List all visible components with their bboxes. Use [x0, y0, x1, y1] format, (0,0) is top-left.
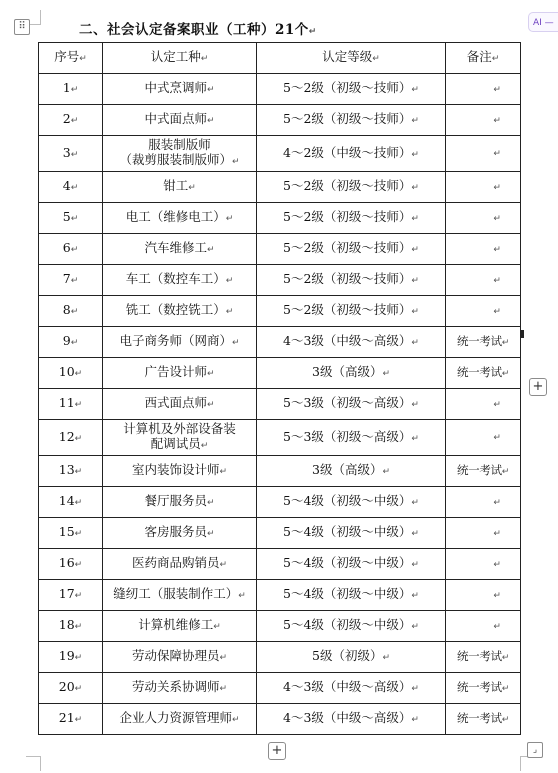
table-row	[39, 327, 521, 358]
level-text: 4～3级（中级～高级）	[283, 333, 412, 348]
cell-end-mark: ↵	[382, 653, 390, 663]
cell-end-mark: ↵	[74, 369, 83, 379]
table-row	[39, 456, 521, 487]
level-text: 5～4级（初级～中级）	[283, 555, 412, 570]
cell-level[interactable]	[257, 203, 446, 234]
cell-note[interactable]	[446, 456, 521, 487]
job-name: 劳动关系协调师	[131, 679, 220, 694]
cell-job[interactable]	[103, 327, 257, 358]
cell-end-mark: ↵	[225, 276, 234, 286]
row-number: 16	[58, 555, 75, 570]
row-number: 7	[62, 271, 71, 286]
job-name: 电工（维修电工）	[125, 209, 226, 224]
occupation-table	[38, 42, 521, 735]
cell-no[interactable]	[39, 172, 103, 203]
cell-note[interactable]	[446, 518, 521, 549]
cell-end-mark: ↵	[501, 368, 510, 379]
cell-end-mark: ↵	[411, 245, 419, 255]
level-text: 5～2级（初级～技师）	[283, 209, 412, 224]
cell-no[interactable]	[39, 487, 103, 518]
cell-job[interactable]	[103, 203, 257, 234]
crop-mark-bottom-right	[520, 756, 535, 771]
table-row	[39, 358, 521, 389]
level-text: 5～4级（初级～中级）	[283, 493, 412, 508]
cell-end-mark: ↵	[70, 338, 79, 348]
cell-note[interactable]	[446, 265, 521, 296]
cell-end-mark: ↵	[206, 529, 215, 539]
cell-job[interactable]	[103, 74, 257, 105]
cell-end-mark: ↵	[411, 560, 419, 570]
table-row	[39, 549, 521, 580]
table-header-row	[39, 43, 521, 74]
row-number: 13	[58, 462, 75, 477]
cell-job[interactable]	[103, 549, 257, 580]
cell-level[interactable]	[257, 172, 446, 203]
cell-end-mark: ↵	[219, 560, 228, 570]
resize-corner-icon[interactable]: ⌟	[527, 742, 543, 758]
cell-end-mark: ↵	[411, 85, 419, 95]
job-name: 电子商务师（网商）	[119, 333, 232, 348]
job-name: 铣工（数控铣工）	[125, 302, 226, 317]
cell-job[interactable]	[103, 105, 257, 136]
cell-end-mark: ↵	[501, 337, 510, 348]
cell-end-mark: ↵	[501, 652, 510, 663]
row-number: 15	[58, 524, 75, 539]
cell-level[interactable]	[257, 549, 446, 580]
job-name: 缝纫工（服装制作工）	[113, 586, 239, 601]
cell-no[interactable]	[39, 704, 103, 735]
row-number: 6	[62, 240, 71, 255]
cell-level[interactable]	[257, 456, 446, 487]
row-number: 8	[62, 302, 71, 317]
job-name: 中式面点师	[144, 111, 207, 126]
cell-note[interactable]	[446, 172, 521, 203]
cell-end-mark: ↵	[493, 115, 501, 126]
header-note: 备注↵	[446, 43, 521, 74]
row-number: 21	[58, 710, 75, 725]
row-number: 3	[62, 144, 71, 160]
cell-note[interactable]	[446, 389, 521, 420]
cell-no[interactable]	[39, 642, 103, 673]
level-text: 3级（高级）	[312, 364, 383, 379]
cell-note[interactable]	[446, 487, 521, 518]
table-row	[39, 74, 521, 105]
cell-end-mark: ↵	[238, 591, 246, 601]
cell-note[interactable]	[446, 74, 521, 105]
cell-end-mark: ↵	[70, 276, 79, 286]
cell-end-mark: ↵	[200, 441, 209, 451]
row-number: 14	[58, 493, 75, 508]
job-name: 车工（数控车工）	[125, 271, 226, 286]
note-text: 统一考试	[456, 710, 502, 725]
table-row	[39, 704, 521, 735]
cell-end-mark: ↵	[411, 400, 419, 410]
cell-end-mark: ↵	[74, 529, 83, 539]
cell-end-mark: ↵	[206, 116, 215, 126]
row-number: 5	[62, 209, 71, 224]
cell-no[interactable]	[39, 389, 103, 420]
cell-end-mark: ↵	[225, 307, 234, 317]
cell-job[interactable]	[103, 234, 257, 265]
add-row-button[interactable]	[268, 742, 286, 760]
level-text: 5～2级（初级～技师）	[283, 271, 412, 286]
cell-note[interactable]	[446, 704, 521, 735]
cell-end-mark: ↵	[493, 433, 501, 443]
cell-level[interactable]	[257, 487, 446, 518]
section-heading	[79, 18, 317, 38]
cell-end-mark: ↵	[74, 400, 83, 410]
section-heading-text: 二、社会认定备案职业（工种）21个	[79, 22, 309, 38]
cell-no[interactable]	[39, 296, 103, 327]
cell-end-mark: ↵	[70, 245, 79, 255]
cell-note[interactable]	[446, 642, 521, 673]
cell-end-mark: ↵	[206, 400, 215, 410]
cell-end-mark: ↵	[372, 54, 380, 64]
cell-level[interactable]	[257, 136, 446, 172]
cell-end-mark: ↵	[411, 116, 419, 126]
level-text: 5～2级（初级～技师）	[283, 240, 412, 255]
level-text: 5～2级（初级～技师）	[283, 80, 412, 95]
row-number: 1	[62, 80, 71, 95]
cell-end-mark: ↵	[231, 338, 240, 348]
cell-end-mark: ↵	[70, 85, 79, 95]
header-job: 认定工种↵	[103, 43, 257, 74]
cell-no[interactable]	[39, 358, 103, 389]
note-text: 统一考试	[456, 648, 502, 663]
cell-end-mark: ↵	[411, 715, 419, 725]
table-row	[39, 203, 521, 234]
job-name: 客房服务员	[144, 524, 207, 539]
cell-end-mark: ↵	[74, 560, 83, 570]
cell-job[interactable]	[103, 704, 257, 735]
cell-no[interactable]	[39, 456, 103, 487]
cell-end-mark: ↵	[411, 591, 419, 601]
ai-assistant-badge[interactable]: AI —	[528, 12, 558, 32]
table-row	[39, 673, 521, 704]
cell-end-mark: ↵	[74, 653, 83, 663]
plus-icon: +	[532, 379, 544, 394]
cell-level[interactable]	[257, 234, 446, 265]
row-number: 20	[58, 679, 75, 694]
cell-no[interactable]	[39, 518, 103, 549]
cell-level[interactable]	[257, 704, 446, 735]
cell-end-mark: ↵	[206, 85, 215, 95]
cell-end-mark: ↵	[74, 498, 83, 508]
cell-end-mark: ↵	[231, 157, 240, 167]
cell-level[interactable]	[257, 518, 446, 549]
cell-job[interactable]	[103, 456, 257, 487]
cell-level[interactable]	[257, 673, 446, 704]
cell-level[interactable]	[257, 642, 446, 673]
job-name: 汽车维修工	[144, 240, 207, 255]
cell-end-mark: ↵	[74, 684, 83, 694]
cell-job[interactable]	[103, 487, 257, 518]
cell-end-mark: ↵	[493, 182, 501, 193]
cell-end-mark: ↵	[74, 715, 83, 725]
cell-end-mark: ↵	[213, 622, 221, 632]
cell-level[interactable]	[257, 265, 446, 296]
cell-end-mark: ↵	[225, 214, 234, 224]
plus-icon: +	[271, 743, 283, 758]
table-row	[39, 487, 521, 518]
job-name: 钳工	[163, 178, 189, 193]
cell-level[interactable]	[257, 389, 446, 420]
row-number: 4	[62, 178, 71, 193]
job-name: 医药商品购销员	[131, 555, 220, 570]
cell-end-mark: ↵	[411, 276, 419, 286]
level-text: 5～4级（初级～中级）	[283, 586, 412, 601]
cell-job[interactable]	[103, 265, 257, 296]
cell-note[interactable]	[446, 105, 521, 136]
cell-end-mark: ↵	[79, 54, 87, 64]
cell-note[interactable]	[446, 611, 521, 642]
cell-end-mark: ↵	[200, 54, 209, 64]
cell-note[interactable]	[446, 549, 521, 580]
cell-end-mark: ↵	[493, 399, 501, 410]
table-row	[39, 642, 521, 673]
header-no: 序号↵	[39, 43, 103, 74]
table-row	[39, 611, 521, 642]
table-row	[39, 105, 521, 136]
level-text: 5～3级（初级～高级）	[283, 428, 412, 444]
cell-end-mark: ↵	[206, 245, 215, 255]
cell-no[interactable]	[39, 265, 103, 296]
cell-level[interactable]	[257, 420, 446, 456]
cell-level[interactable]	[257, 296, 446, 327]
cell-note[interactable]	[446, 673, 521, 704]
cell-end-mark: ↵	[74, 433, 83, 444]
table-row	[39, 296, 521, 327]
cell-level[interactable]	[257, 105, 446, 136]
table-row	[39, 518, 521, 549]
cell-job[interactable]	[103, 518, 257, 549]
header-level: 认定等级↵	[257, 43, 446, 74]
cell-job[interactable]	[103, 389, 257, 420]
cell-end-mark: ↵	[411, 684, 419, 694]
cell-end-mark: ↵	[70, 149, 79, 160]
cell-note[interactable]	[446, 580, 521, 611]
cell-end-mark: ↵	[411, 338, 419, 348]
table-row	[39, 234, 521, 265]
cell-end-mark: ↵	[501, 714, 510, 725]
table-row	[39, 389, 521, 420]
cell-no[interactable]	[39, 74, 103, 105]
job-name-line: 配调试员	[150, 436, 201, 451]
cell-end-mark: ↵	[493, 528, 501, 539]
ai-label: AI	[533, 18, 542, 28]
cell-no[interactable]	[39, 673, 103, 704]
cell-end-mark: ↵	[70, 116, 79, 126]
cell-end-mark: ↵	[70, 214, 79, 224]
job-name: 劳动保障协理员	[131, 648, 220, 663]
row-number: 19	[58, 648, 75, 663]
cell-end-mark: ↵	[493, 306, 501, 317]
cell-end-mark: ↵	[206, 369, 215, 379]
cell-note[interactable]	[446, 420, 521, 456]
add-column-button[interactable]	[529, 378, 547, 396]
cell-end-mark: ↵	[411, 529, 419, 539]
cell-no[interactable]	[39, 136, 103, 172]
cell-end-mark: ↵	[411, 214, 419, 224]
cell-job[interactable]	[103, 358, 257, 389]
cell-end-mark: ↵	[74, 622, 83, 632]
cell-end-mark: ↵	[411, 183, 419, 193]
job-name: 餐厅服务员	[144, 493, 207, 508]
cell-end-mark: ↵	[493, 244, 501, 255]
cell-end-mark: ↵	[493, 275, 501, 286]
job-name: 室内装饰设计师	[131, 462, 220, 477]
row-number: 9	[62, 333, 71, 348]
cell-note[interactable]	[446, 203, 521, 234]
job-name: 西式面点师	[144, 395, 207, 410]
table-row	[39, 580, 521, 611]
cell-end-mark: ↵	[493, 590, 501, 601]
job-name-line: （裁剪服装制版师）	[119, 152, 232, 167]
level-text: 5～2级（初级～技师）	[283, 178, 412, 193]
level-text: 5～3级（初级～高级）	[283, 395, 412, 410]
cell-note[interactable]	[446, 296, 521, 327]
cell-end-mark: ↵	[70, 183, 79, 193]
cell-end-mark: ↵	[493, 621, 501, 632]
note-text: 统一考试	[456, 333, 502, 348]
cell-end-mark: ↵	[219, 653, 228, 663]
cell-job[interactable]	[103, 172, 257, 203]
cell-end-mark: ↵	[493, 559, 501, 570]
note-text: 统一考试	[456, 462, 502, 477]
cell-job[interactable]	[103, 136, 257, 172]
note-text: 统一考试	[456, 679, 502, 694]
table-row	[39, 265, 521, 296]
job-name-line: 计算机及外部设备装	[123, 421, 236, 436]
cell-no[interactable]	[39, 327, 103, 358]
table-body	[39, 74, 521, 735]
move-table-icon[interactable]: ⠿	[14, 19, 30, 35]
cell-level[interactable]	[257, 327, 446, 358]
cell-job[interactable]	[103, 673, 257, 704]
cell-end-mark: ↵	[382, 467, 390, 477]
level-text: 5～4级（初级～中级）	[283, 524, 412, 539]
cell-level[interactable]	[257, 611, 446, 642]
cell-end-mark: ↵	[188, 183, 196, 193]
table-row	[39, 420, 521, 456]
cell-end-mark: ↵	[70, 307, 79, 317]
job-name: 企业人力资源管理师	[119, 710, 232, 725]
cell-end-mark: ↵	[493, 213, 501, 224]
cell-end-mark: ↵	[493, 84, 501, 95]
paragraph-mark-icon: ↵	[308, 27, 317, 37]
cell-no[interactable]	[39, 420, 103, 456]
cell-job[interactable]	[103, 642, 257, 673]
job-name: 计算机维修工	[138, 617, 214, 632]
cell-end-mark: ↵	[74, 467, 83, 477]
cell-note[interactable]	[446, 136, 521, 172]
cell-end-mark: ↵	[382, 369, 390, 379]
job-name: 中式烹调师	[144, 80, 207, 95]
row-number: 18	[58, 617, 75, 632]
cell-end-mark: ↵	[411, 307, 419, 317]
cell-no[interactable]	[39, 105, 103, 136]
table-row	[39, 172, 521, 203]
cell-no[interactable]	[39, 234, 103, 265]
row-number: 17	[58, 586, 75, 601]
cell-job[interactable]	[103, 611, 257, 642]
cell-level[interactable]	[257, 580, 446, 611]
cell-end-mark: ↵	[501, 466, 510, 477]
level-text: 5～4级（初级～中级）	[283, 617, 412, 632]
cell-end-mark: ↵	[231, 715, 240, 725]
cell-job[interactable]	[103, 420, 257, 456]
cell-end-mark: ↵	[493, 497, 501, 508]
job-name-line: 服装制版师	[148, 137, 211, 152]
cell-job[interactable]	[103, 580, 257, 611]
cell-note[interactable]	[446, 358, 521, 389]
level-text: 4～3级（中级～高级）	[283, 710, 412, 725]
cell-note[interactable]	[446, 327, 521, 358]
cell-end-mark: ↵	[491, 54, 500, 64]
level-text: 5～2级（初级～技师）	[283, 111, 412, 126]
cell-end-mark: ↵	[501, 683, 510, 694]
level-text: 4～3级（中级～高级）	[283, 679, 412, 694]
level-text: 4～2级（中级～技师）	[283, 144, 412, 160]
cell-end-mark: ↵	[411, 433, 419, 444]
cell-end-mark: ↵	[219, 684, 228, 694]
row-number: 11	[58, 395, 75, 410]
cell-end-mark: ↵	[219, 467, 228, 477]
cell-no[interactable]	[39, 580, 103, 611]
cell-end-mark: ↵	[74, 591, 83, 601]
cell-end-mark: ↵	[206, 498, 215, 508]
cell-end-mark: ↵	[411, 149, 419, 160]
cell-level[interactable]	[257, 358, 446, 389]
cell-note[interactable]	[446, 234, 521, 265]
cell-level[interactable]	[257, 74, 446, 105]
level-text: 5～2级（初级～技师）	[283, 302, 412, 317]
crop-mark-bottom-left	[26, 756, 41, 771]
cell-end-mark: ↵	[493, 149, 501, 159]
level-text: 3级（高级）	[312, 462, 383, 477]
cell-no[interactable]	[39, 611, 103, 642]
cell-end-mark: ↵	[411, 498, 419, 508]
note-text: 统一考试	[456, 364, 502, 379]
level-text: 5级（初级）	[312, 648, 383, 663]
row-number: 2	[62, 111, 71, 126]
cell-job[interactable]	[103, 296, 257, 327]
table-row	[39, 136, 521, 172]
cell-no[interactable]	[39, 203, 103, 234]
cell-no[interactable]	[39, 549, 103, 580]
row-number: 10	[58, 364, 75, 379]
row-number: 12	[58, 428, 75, 444]
job-name: 广告设计师	[144, 364, 207, 379]
cell-end-mark: ↵	[411, 622, 419, 632]
row-end-marker	[521, 330, 524, 338]
